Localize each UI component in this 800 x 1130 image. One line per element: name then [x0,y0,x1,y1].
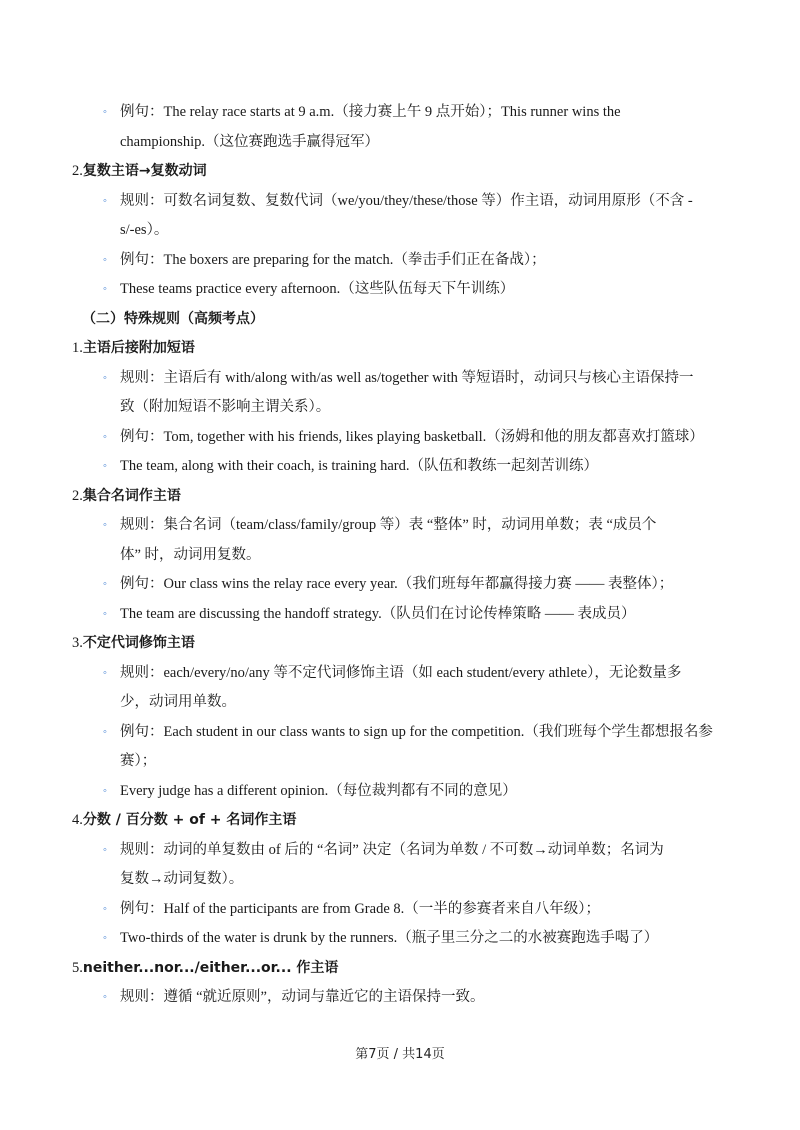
rule-line: 规则：动词的单复数由 of 后的 “名词” 决定（名词为单数 / 不可数→动词单数；名词为 [120,842,664,858]
bullet-marker: ◦ [103,519,107,531]
rule-line: 规则：主语后有 with/along with/as well as/together with 等短语时，动词只与核心主语保持一 [120,370,694,386]
rule-heading [72,958,338,978]
heading-text: 不定代词修饰主语 [82,635,195,651]
rule-line-continuation: 致（附加短语不影响主谓关系）。 [120,399,331,415]
bullet-marker: ◦ [103,667,107,679]
bullet-marker: ◦ [103,460,107,472]
bullet-marker: ◦ [103,844,107,856]
rule-line: 规则：集合名词（team/class/family/group 等）表 “整体” 时，动词用单数；表 “成员个 [120,517,657,533]
heading-number: 2. [72,488,83,504]
example-line-continuation: 赛）； [120,753,157,769]
heading-text: 集合名词作主语 [82,488,181,504]
page-number-footer: 第7页 / 共14页 [355,1047,445,1062]
heading-number: 4. [72,812,83,828]
bullet-marker: ◦ [103,106,107,118]
bullet-marker: ◦ [103,283,107,295]
bullet-marker: ◦ [103,991,107,1003]
example-line: 例句：Each student in our class wants to sign up for the competition.（我们班每个学生都想报名参 [120,724,713,740]
heading-text: 分数 / 百分数 + of + 名词作主语 [82,812,297,828]
heading-number: 1. [72,340,83,356]
example-line: These teams practice every afternoon.（这些队伍每天下午训练） [120,281,515,297]
bullet-marker: ◦ [103,372,107,384]
heading-text: 复数主语→复数动词 [82,163,207,179]
section-title: （二）特殊规则（高频考点） [82,311,264,327]
rule-heading [72,161,207,181]
example-line-continuation: championship.（这位赛跑选手赢得冠军） [120,134,379,150]
rule-heading [72,810,296,830]
heading-text: 主语后接附加短语 [82,340,195,356]
bullet-marker: ◦ [103,608,107,620]
example-line: Every judge has a different opinion.（每位裁判都有不同的意见） [120,783,517,799]
example-line: Two-thirds of the water is drunk by the runners.（瓶子里三分之二的水被赛跑选手喝了） [120,930,659,946]
bullet-marker: ◦ [103,932,107,944]
heading-number: 2. [72,163,83,179]
rule-line: 规则：遵循 “就近原则”，动词与靠近它的主语保持一致。 [120,989,485,1005]
bullet-marker: ◦ [103,726,107,738]
bullet-marker: ◦ [103,903,107,915]
rule-line-continuation: 体” 时，动词用复数。 [120,547,261,563]
rule-line: 规则：可数名词复数、复数代词（we/you/they/these/those 等）作主语，动词用原形（不含 - [120,193,693,209]
example-line: 例句：Our class wins the relay race every year.（我们班每年都赢得接力赛 —— 表整体）； [120,576,674,592]
bullet-marker: ◦ [103,785,107,797]
rule-line-continuation: 少，动词用单数。 [120,694,236,710]
example-line: 例句：The relay race starts at 9 a.m.（接力赛上午 9 点开始）；This runner wins the [120,104,621,120]
rule-heading [72,633,195,653]
heading-text: neither...nor.../either...or... 作主语 [82,960,339,976]
example-line: The team are discussing the handoff strategy.（队员们在讨论传棒策略 —— 表成员） [120,606,636,622]
example-line: The team, along with their coach, is training hard.（队伍和教练一起刻苦训练） [120,458,599,474]
heading-number: 3. [72,635,83,651]
heading-number: 5. [72,960,83,976]
example-line: 例句：Half of the participants are from Grade 8.（一半的参赛者来自八年级）； [120,901,601,917]
bullet-marker: ◦ [103,578,107,590]
example-line: 例句：The boxers are preparing for the match.（拳击手们正在备战）； [120,252,546,268]
rule-heading [72,338,195,358]
bullet-marker: ◦ [103,254,107,266]
rule-line-continuation: s/-es）。 [120,222,169,238]
rule-heading [72,486,181,506]
bullet-marker: ◦ [103,195,107,207]
example-line: 例句：Tom, together with his friends, likes playing basketball.（汤姆和他的朋友都喜欢打篮球） [120,429,704,445]
bullet-marker: ◦ [103,431,107,443]
rule-line: 规则：each/every/no/any 等不定代词修饰主语（如 each student/every athlete），无论数量多 [120,665,682,681]
rule-line-continuation: 复数→动词复数）。 [120,871,244,887]
